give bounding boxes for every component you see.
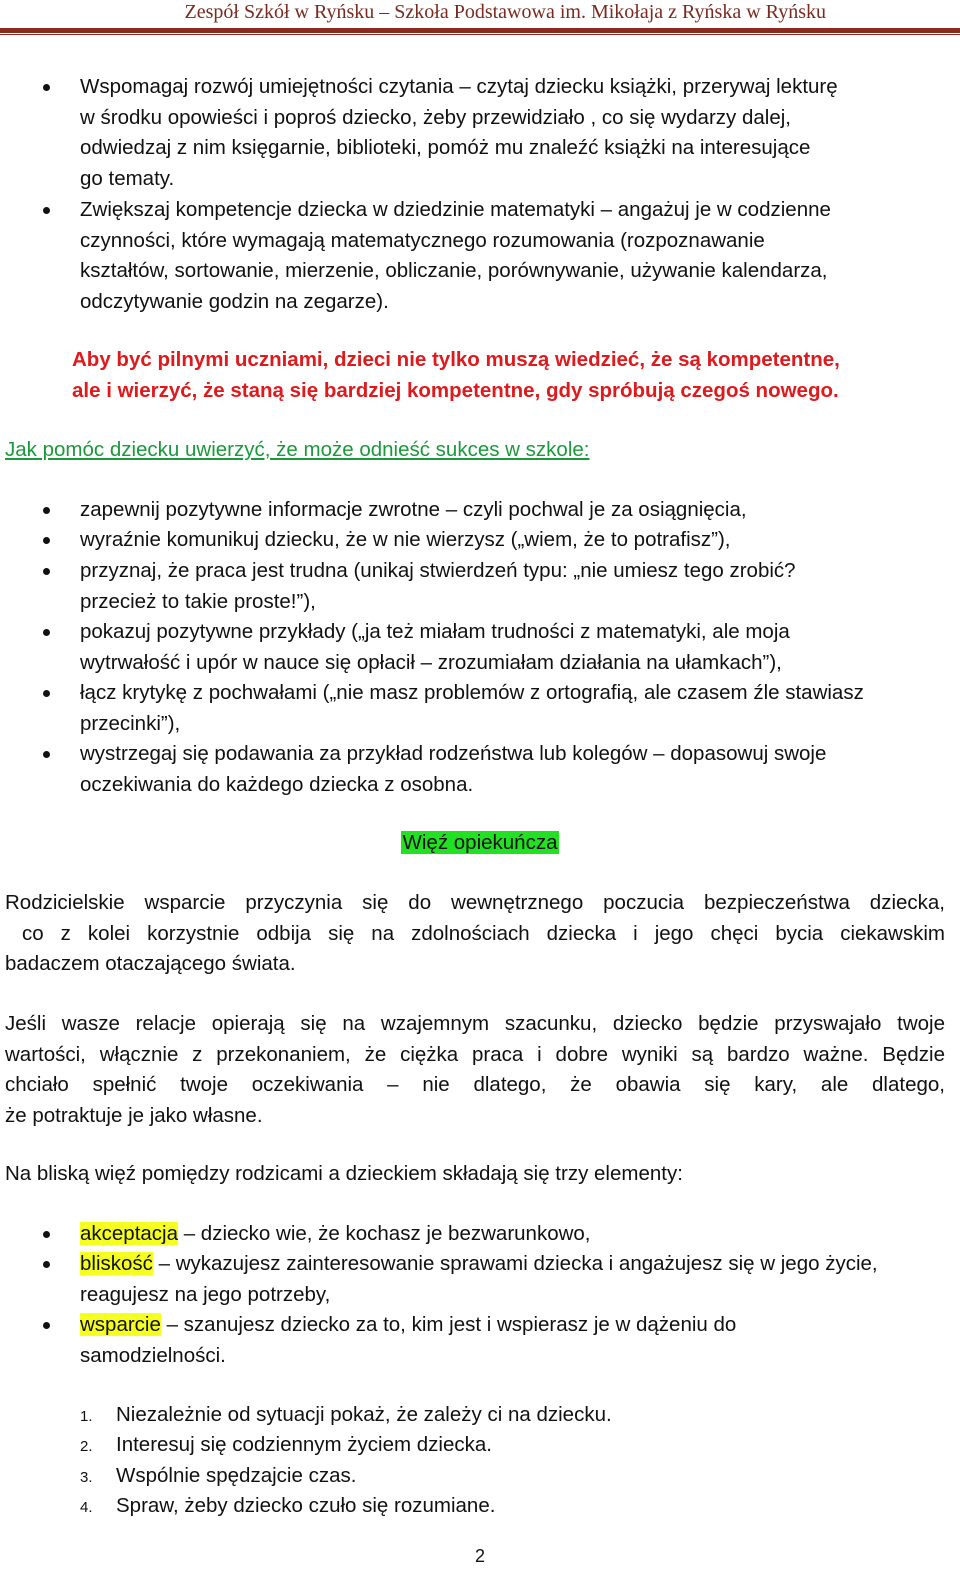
list-item — [80, 195, 950, 317]
paragraph — [5, 1159, 683, 1190]
line — [80, 1219, 950, 1250]
numbered-item: Niezależnie od sytuacji pokaż, że zależy ci na dziecku. — [116, 1403, 612, 1426]
line: chciało spełnić twoje oczekiwania – nie dlatego, że obawia się kary, ale dlatego, — [5, 1073, 945, 1096]
line: czynności, które wymagają matematycznego rozumowania (rozpoznawanie — [80, 228, 765, 252]
line: Zwiększaj kompetencje dziecka w dziedzinie matematyki – angażuj je w codzienne — [80, 198, 831, 221]
numbered-item: Wspólnie spędzajcie czas. — [116, 1464, 357, 1487]
line: Aby być pilnymi uczniami, dzieci nie tylko muszą wiedzieć, że są kompetentne, — [72, 348, 840, 371]
line: Jeśli wasze relacje opierają się na wzajemnym szacunku, dziecko będzie przyswajało twoje — [5, 1012, 945, 1035]
line: odwiedzaj z nim księgarnie, biblioteki, pomóż mu znaleźć książki na interesujące — [80, 136, 811, 159]
line: wartości, włącznie z przekonaniem, że ciężka praca i dobre wyniki są bardzo ważne. Będzie — [5, 1042, 945, 1066]
bond-title-wrap — [0, 828, 960, 859]
list-item — [80, 678, 950, 739]
bullet-icon — [0, 72, 80, 102]
line: kształtów, sortowanie, mierzenie, obliczanie, porównywanie, używanie kalendarza, — [80, 259, 828, 282]
line: przyznaj, że praca jest trudna (unikaj stwierdzeń typu: „nie umiesz tego zrobić? — [80, 559, 796, 582]
line: badaczem otaczającego świata. — [5, 952, 296, 975]
bullet-icon — [0, 495, 80, 525]
list-item — [80, 1310, 950, 1371]
line: w środku opowieści i poproś dziecko, żeby przewidziało , co się wydarzy dalej, — [80, 105, 791, 129]
line: samodzielności. — [80, 1343, 226, 1367]
term-highlight: wsparcie — [80, 1313, 161, 1336]
line: że potraktuje je jako własne. — [5, 1103, 263, 1127]
line: Wspomagaj rozwój umiejętności czytania – czytaj dziecku książki, przerywaj lekturę — [80, 75, 838, 98]
term-description: – szanujesz dziecko za to, kim jest i wspierasz je w dążeniu do — [160, 1313, 737, 1336]
list-item — [80, 525, 950, 556]
red-note — [72, 345, 840, 406]
list-number: 3. — [80, 1469, 93, 1486]
bond-title: Więź opiekuńcza — [402, 831, 558, 854]
numbered-item: Interesuj się codziennym życiem dziecka. — [116, 1433, 492, 1456]
list-number: 4. — [80, 1499, 93, 1516]
line: zapewnij pozytywne informacje zwrotne – czyli pochwal je za osiągnięcia, — [80, 498, 747, 521]
term-description: – wykazujesz zainteresowanie sprawami dziecka i angażujesz się w jego życie, — [152, 1252, 878, 1275]
line: co z kolei korzystnie odbija się na zdolnościach dziecka i jego chęci bycia ciekawskim — [5, 921, 945, 945]
list-number: 1. — [80, 1408, 93, 1425]
term-highlight: bliskość — [80, 1252, 153, 1275]
line: łącz krytykę z pochwałami („nie masz problemów z ortografią, ale czasem źle stawiasz — [80, 681, 864, 704]
line: wytrwałość i upór w nauce się opłacił – zrozumiałam działania na ułamkach”), — [80, 650, 782, 674]
term-highlight: akceptacja — [80, 1222, 179, 1245]
bullet-icon — [0, 1219, 80, 1249]
header-title: Zespół Szkół w Ryńsku – Szkoła Podstawowa im. Mikołaja z Ryńska w Ryńsku — [184, 1, 826, 23]
list-item — [80, 1249, 950, 1310]
list-item — [80, 617, 950, 678]
list-number: 2. — [80, 1438, 93, 1455]
line: wystrzegaj się podawania za przykład rodzeństwa lub kolegów – dopasowuj swoje — [80, 742, 827, 765]
bullet-icon — [0, 1249, 80, 1279]
line: reagujesz na jego potrzeby, — [80, 1282, 331, 1306]
line: go tematy. — [80, 166, 175, 190]
line: odczytywanie godzin na zegarze). — [80, 289, 389, 313]
line: przecinki”), — [80, 711, 181, 735]
line: przecież to takie proste!”), — [80, 589, 316, 613]
line — [80, 1249, 950, 1280]
list-item — [80, 556, 950, 617]
line: wyraźnie komunikuj dziecku, że w nie wierzysz („wiem, że to potrafisz”), — [80, 528, 731, 551]
line: Na bliską więź pomiędzy rodzicami a dzieckiem składają się trzy elementy: — [5, 1162, 683, 1185]
section-heading: Jak pomóc dziecku uwierzyć, że może odnieść sukces w szkole: — [5, 438, 590, 461]
numbered-item: Spraw, żeby dziecko czuło się rozumiane. — [116, 1494, 496, 1517]
line: oczekiwania do każdego dziecka z osobna. — [80, 772, 474, 796]
term-description: – dziecko wie, że kochasz je bezwarunkowo, — [178, 1222, 591, 1245]
bullet-icon — [0, 678, 80, 708]
list-item — [80, 495, 950, 526]
list-item — [80, 1219, 950, 1250]
bullet-icon — [0, 525, 80, 555]
bullet-icon — [0, 195, 80, 225]
line: ale i wierzyć, że staną się bardziej kompetentne, gdy spróbują czegoś nowego. — [72, 378, 839, 402]
paragraph — [5, 1009, 945, 1131]
header-rule — [0, 28, 960, 33]
list-item — [80, 739, 950, 800]
bullet-icon — [0, 617, 80, 647]
page-number: 2 — [474, 1546, 485, 1566]
paragraph — [5, 888, 945, 980]
line — [80, 1310, 950, 1341]
bullet-icon — [0, 556, 80, 586]
header-rule-thin — [0, 34, 960, 35]
line: pokazuj pozytywne przykłady („ja też miałam trudności z matematyki, ale moja — [80, 620, 790, 643]
bullet-icon — [0, 1310, 80, 1340]
bullet-icon — [0, 739, 80, 769]
line: Rodzicielskie wsparcie przyczynia się do wewnętrznego poczucia bezpieczeństwa dziecka, — [5, 891, 945, 914]
list-item — [80, 72, 950, 194]
